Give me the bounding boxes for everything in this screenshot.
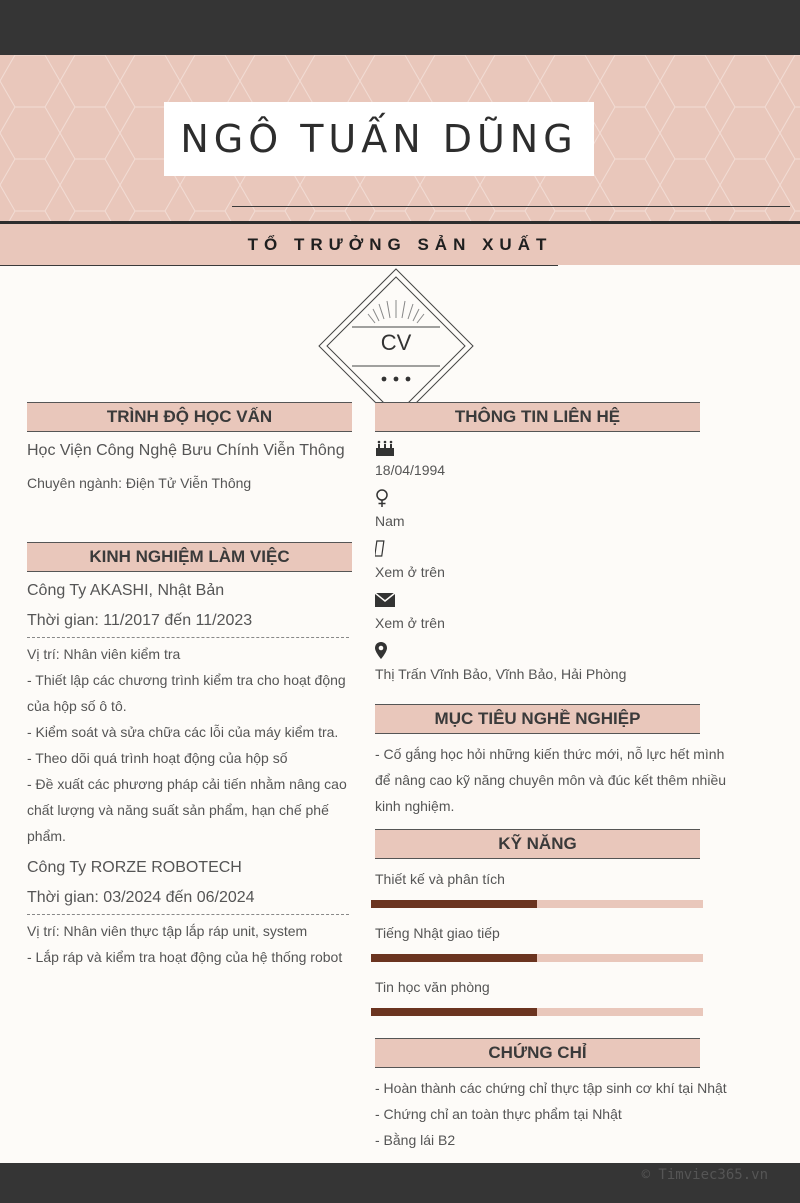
job-title: TỔ TRƯỞNG SẢN XUẤT (247, 234, 553, 254)
skill-bar (371, 1008, 703, 1016)
objective-text: - Cố gắng học hỏi những kiến thức mới, nỗ lực hết mình để nâng cao kỹ năng chuyên môn và đúc kết thêm nhiều kinh nghiệm. (375, 746, 727, 814)
skill-name: Tiếng Nhật giao tiếp (375, 925, 500, 941)
logo-text: CV (380, 330, 412, 355)
school-name: Học Viện Công Nghệ Bưu Chính Viễn Thông (27, 442, 345, 459)
phone-icon (375, 540, 395, 558)
company-name: Công Ty RORZE ROBOTECH (27, 859, 242, 876)
dashed-divider (27, 914, 349, 915)
certificate-item: - Hoàn thành các chứng chỉ thực tập sinh cơ khí tại Nhật (375, 1080, 727, 1096)
objective-heading: MỤC TIÊU NGHỀ NGHIỆP (375, 704, 700, 734)
education-heading: TRÌNH ĐỘ HỌC VẤN (27, 402, 352, 432)
divider (232, 206, 790, 207)
envelope-icon (375, 591, 395, 609)
dashed-divider (27, 637, 349, 638)
top-bar (0, 0, 800, 55)
map-marker-icon (375, 642, 395, 660)
email: Xem ở trên (375, 615, 445, 631)
skill-name: Tin học văn phòng (375, 979, 490, 995)
skill-bar-fill (371, 1008, 537, 1016)
phone: Xem ở trên (375, 564, 445, 580)
skill-bar-fill (371, 900, 537, 908)
gender-icon (375, 489, 395, 507)
watermark: © Timviec365.vn (641, 1167, 768, 1183)
birthday-cake-icon (375, 439, 395, 457)
contact-heading: THÔNG TIN LIÊN HỆ (375, 402, 700, 432)
job-period: Thời gian: 11/2017 đến 11/2023 (27, 612, 253, 629)
certificate-item: - Chứng chỉ an toàn thực phẩm tại Nhật (375, 1106, 622, 1122)
job-details: - Thiết lập các chương trình kiểm tra cho hoạt động của hộp số ô tô. - Kiểm soát và sửa chữa các lỗi của máy kiểm tra. - Theo dõi quá trình hoạt động của hộp số - Đề xuất các phương pháp cải tiến nhằm nâng cao chất lượng và năng suất sản phẩm, hạn chế phế phẩm. (27, 672, 347, 844)
skill-name: Thiết kế và phân tích (375, 871, 505, 887)
candidate-name: NGÔ TUẤN DŨNG (180, 117, 578, 161)
skills-heading: KỸ NĂNG (375, 829, 700, 859)
skill-bar-fill (371, 954, 537, 962)
gender: Nam (375, 513, 405, 529)
job-period: Thời gian: 03/2024 đến 06/2024 (27, 889, 255, 906)
company-name: Công Ty AKASHI, Nhật Bản (27, 582, 225, 599)
birth-date: 18/04/1994 (375, 462, 446, 478)
job-position: Vị trí: Nhân viên kiểm tra (27, 646, 181, 662)
job-position: Vị trí: Nhân viên thực tập lắp ráp unit, system (27, 923, 308, 939)
skill-bar (371, 900, 703, 908)
experience-heading: KINH NGHIỆM LÀM VIỆC (27, 542, 352, 572)
certificates-heading: CHỨNG CHỈ (375, 1038, 700, 1068)
name-box (164, 102, 594, 176)
job-details: - Lắp ráp và kiểm tra hoạt động của hệ thống robot (27, 949, 343, 965)
address: Thị Trấn Vĩnh Bảo, Vĩnh Bảo, Hải Phòng (375, 666, 627, 682)
job-title-band (0, 224, 800, 265)
divider (0, 265, 558, 266)
skill-bar (371, 954, 703, 962)
major: Chuyên ngành: Điện Tử Viễn Thông (27, 475, 252, 491)
certificate-item: - Bằng lái B2 (375, 1132, 456, 1148)
